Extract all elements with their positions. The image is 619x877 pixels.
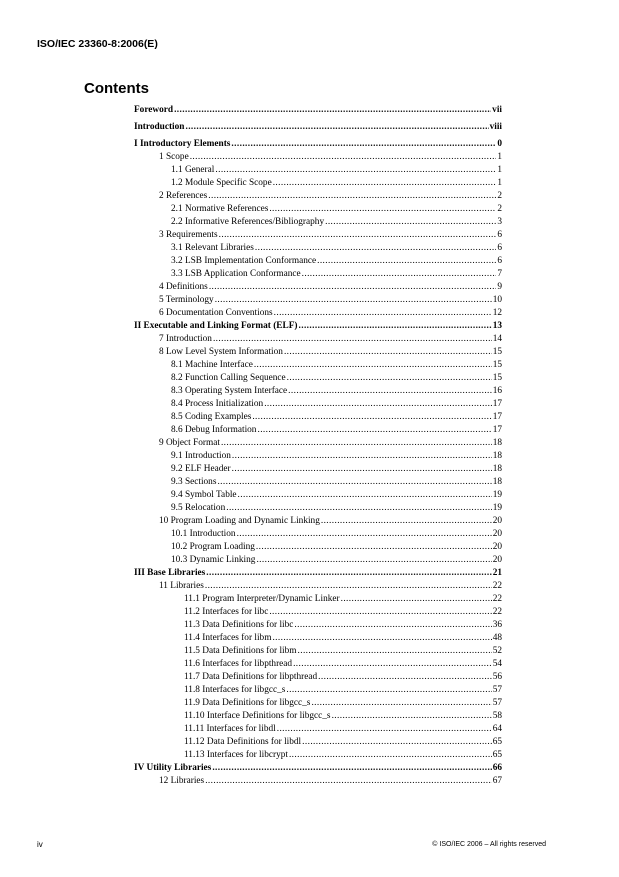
toc-entry-title: 8.5 Coding Examples	[171, 412, 252, 422]
toc-leader	[205, 775, 492, 788]
toc-entry[interactable]	[134, 333, 502, 346]
toc-entry-title: 10.2 Program Loading	[171, 542, 255, 552]
toc-leader	[255, 242, 496, 255]
toc-leader	[232, 463, 492, 476]
toc-entry-title: 11.6 Interfaces for libpthread	[184, 659, 293, 669]
toc-entry-title: 4 Definitions	[159, 282, 208, 292]
toc-entry-title: 8.3 Operating System Interface	[171, 386, 288, 396]
toc-entry-title: 8.6 Debug Information	[171, 425, 257, 435]
toc-leader	[264, 398, 492, 411]
toc-entry[interactable]	[134, 385, 502, 398]
toc-entry-title: 12 Libraries	[159, 776, 205, 786]
toc-leader	[288, 385, 492, 398]
toc-entry-page: 1	[497, 165, 502, 175]
toc-entry[interactable]	[134, 541, 502, 554]
toc-entry-page: 36	[492, 620, 502, 630]
toc-leader	[190, 151, 497, 164]
toc-entry-title: 11.10 Interface Definitions for libgcc_s	[184, 711, 331, 721]
toc-leader	[311, 697, 491, 710]
toc-entry-title: 10.1 Introduction	[171, 529, 236, 539]
toc-entry-title: 11.12 Data Definitions for libdl	[184, 737, 302, 747]
toc-entry[interactable]	[134, 268, 502, 281]
toc-entry-page: 22	[492, 594, 502, 604]
toc-leader	[238, 489, 492, 502]
toc-entry[interactable]	[134, 775, 502, 788]
toc-entry-title: 11.2 Interfaces for libc	[184, 607, 269, 617]
toc-entry-title: 9.4 Symbol Table	[171, 490, 237, 500]
toc-entry[interactable]	[134, 489, 502, 502]
toc-entry-title: Foreword	[134, 105, 174, 115]
toc-entry[interactable]	[134, 229, 502, 242]
toc-entry[interactable]	[134, 203, 502, 216]
toc-entry[interactable]	[134, 104, 502, 117]
toc-entry-page: 17	[492, 399, 502, 409]
toc-entry[interactable]	[134, 476, 502, 489]
toc-entry-title: 2.2 Informative References/Bibliography	[171, 217, 325, 227]
toc-entry-page: 20	[492, 555, 502, 565]
toc-leader	[289, 749, 492, 762]
toc-entry-title: 9.1 Introduction	[171, 451, 231, 461]
toc-entry[interactable]	[134, 138, 502, 151]
toc-entry[interactable]	[134, 593, 502, 606]
toc-leader	[217, 476, 491, 489]
toc-leader	[274, 307, 492, 320]
toc-entry-title: 3.1 Relevant Libraries	[171, 243, 254, 253]
toc-leader	[318, 671, 492, 684]
toc-entry-page: 0	[497, 139, 502, 149]
toc-leader	[269, 203, 496, 216]
toc-entry[interactable]	[134, 121, 502, 134]
toc-entry-page: 52	[492, 646, 502, 656]
toc-entry-page: 20	[492, 516, 502, 526]
toc-leader	[174, 104, 491, 117]
toc-entry-title: 1.1 General	[171, 165, 215, 175]
toc-entry[interactable]	[134, 398, 502, 411]
document-id: ISO/IEC 23360-8:2006(E)	[37, 38, 158, 50]
toc-entry[interactable]	[134, 151, 502, 164]
toc-entry-title: 2.1 Normative References	[171, 204, 269, 214]
toc-entry-title: IV Utility Libraries	[134, 763, 212, 773]
toc-entry[interactable]	[134, 762, 502, 775]
toc-entry-title: 9.5 Relocation	[171, 503, 226, 513]
toc-entry-title: 11.5 Data Definitions for libm	[184, 646, 297, 656]
toc-leader	[209, 281, 497, 294]
toc-entry-title: 11 Libraries	[159, 581, 204, 591]
toc-entry-page: 2	[497, 204, 502, 214]
toc-leader	[185, 121, 488, 134]
toc-entry-page: 18	[492, 477, 502, 487]
toc-entry-title: 11.7 Data Definitions for libpthread	[184, 672, 318, 682]
toc-entry-title: II Executable and Linking Format (ELF)	[134, 321, 298, 331]
toc-entry-title: I Introductory Elements	[134, 139, 231, 149]
toc-leader	[219, 229, 497, 242]
toc-entry-page: 56	[492, 672, 502, 682]
toc-entry[interactable]	[134, 177, 502, 190]
toc-leader	[284, 346, 492, 359]
toc-entry[interactable]	[134, 632, 502, 645]
toc-leader	[215, 164, 496, 177]
table-of-contents	[134, 104, 502, 788]
toc-leader	[221, 437, 492, 450]
toc-entry[interactable]	[134, 580, 502, 593]
toc-leader	[302, 736, 492, 749]
toc-entry-title: 11.3 Data Definitions for libc	[184, 620, 294, 630]
toc-entry[interactable]	[134, 554, 502, 567]
toc-entry-page: 6	[497, 243, 502, 253]
toc-entry-page: 6	[497, 230, 502, 240]
toc-entry[interactable]	[134, 320, 502, 333]
toc-entry-page: 54	[492, 659, 502, 669]
toc-entry-page: 17	[492, 425, 502, 435]
toc-leader	[273, 177, 497, 190]
toc-leader	[205, 580, 492, 593]
toc-entry-page: 20	[492, 529, 502, 539]
toc-entry-page: 12	[492, 308, 502, 318]
toc-entry-title: 1.2 Module Specific Scope	[171, 178, 272, 188]
toc-entry[interactable]	[134, 749, 502, 762]
toc-entry-title: 2 References	[159, 191, 208, 201]
toc-leader	[321, 515, 492, 528]
toc-entry-page: vii	[492, 105, 502, 115]
toc-leader	[294, 619, 491, 632]
toc-entry-title: 8.2 Function Calling Sequence	[171, 373, 286, 383]
toc-entry-page: 20	[492, 542, 502, 552]
toc-leader	[254, 359, 492, 372]
toc-leader	[256, 554, 491, 567]
toc-entry[interactable]	[134, 723, 502, 736]
toc-entry-page: 1	[497, 152, 502, 162]
toc-leader	[226, 502, 491, 515]
toc-entry[interactable]	[134, 619, 502, 632]
toc-entry-page: 16	[492, 386, 502, 396]
toc-entry-title: 3 Requirements	[159, 230, 218, 240]
toc-entry-page: 6	[497, 256, 502, 266]
toc-entry-page: 19	[492, 503, 502, 513]
toc-leader	[277, 723, 492, 736]
toc-entry-page: 3	[497, 217, 502, 227]
toc-entry-title: 3.3 LSB Application Conformance	[171, 269, 301, 279]
toc-entry-page: 57	[492, 685, 502, 695]
toc-leader	[272, 632, 491, 645]
copyright-notice: © ISO/IEC 2006 – All rights reserved	[432, 841, 546, 848]
toc-entry[interactable]	[134, 697, 502, 710]
toc-entry-page: 22	[492, 581, 502, 591]
toc-entry-page: 10	[492, 295, 502, 305]
toc-entry[interactable]	[134, 645, 502, 658]
toc-entry-page: 67	[492, 776, 502, 786]
toc-leader	[213, 333, 492, 346]
toc-leader	[269, 606, 491, 619]
toc-entry[interactable]	[134, 710, 502, 723]
toc-entry-title: 10.3 Dynamic Linking	[171, 555, 256, 565]
toc-entry[interactable]	[134, 450, 502, 463]
toc-entry-page: 65	[492, 750, 502, 760]
toc-entry-title: 7 Introduction	[159, 334, 212, 344]
toc-entry-page: 18	[492, 451, 502, 461]
toc-entry-title: 10 Program Loading and Dynamic Linking	[159, 516, 320, 526]
toc-leader	[237, 528, 492, 541]
toc-entry[interactable]	[134, 164, 502, 177]
toc-entry-page: 18	[492, 464, 502, 474]
toc-leader	[293, 658, 492, 671]
toc-entry[interactable]	[134, 372, 502, 385]
toc-entry-page: 22	[492, 607, 502, 617]
toc-entry[interactable]	[134, 216, 502, 229]
toc-entry-title: 8 Low Level System Information	[159, 347, 283, 357]
toc-entry-title: 11.13 Interfaces for libcrypt	[184, 750, 288, 760]
toc-entry[interactable]	[134, 671, 502, 684]
toc-entry-title: 9.3 Sections	[171, 477, 217, 487]
toc-leader	[215, 294, 492, 307]
page-title: Contents	[84, 80, 149, 97]
toc-entry-page: 21	[492, 568, 502, 578]
toc-entry-page: 18	[492, 438, 502, 448]
toc-leader	[302, 268, 497, 281]
toc-entry-title: 5 Terminology	[159, 295, 214, 305]
toc-entry-page: 13	[492, 321, 502, 331]
page-number: iv	[37, 840, 43, 849]
toc-entry[interactable]	[134, 502, 502, 515]
toc-entry-page: 58	[492, 711, 502, 721]
toc-entry[interactable]	[134, 528, 502, 541]
toc-entry-title: 3.2 LSB Implementation Conformance	[171, 256, 317, 266]
toc-entry-page: 65	[492, 737, 502, 747]
toc-entry[interactable]	[134, 294, 502, 307]
toc-entry-page: 48	[492, 633, 502, 643]
toc-leader	[208, 190, 496, 203]
toc-entry-title: 6 Documentation Conventions	[159, 308, 273, 318]
toc-leader	[325, 216, 496, 229]
toc-entry-title: 8.4 Process Initialization	[171, 399, 264, 409]
toc-entry-page: 15	[492, 347, 502, 357]
toc-entry-title: 11.1 Program Interpreter/Dynamic Linker	[184, 594, 340, 604]
toc-entry-title: 1 Scope	[159, 152, 189, 162]
toc-leader	[256, 541, 492, 554]
toc-entry-page: 15	[492, 360, 502, 370]
toc-leader	[317, 255, 496, 268]
toc-entry-title: 11.9 Data Definitions for libgcc_s	[184, 698, 311, 708]
toc-leader	[299, 320, 492, 333]
toc-leader	[298, 645, 492, 658]
toc-entry-page: viii	[489, 122, 502, 132]
toc-entry[interactable]	[134, 437, 502, 450]
toc-entry[interactable]	[134, 346, 502, 359]
toc-entry[interactable]	[134, 359, 502, 372]
toc-leader	[332, 710, 492, 723]
toc-entry-title: 9 Object Format	[159, 438, 220, 448]
toc-entry-page: 64	[492, 724, 502, 734]
toc-entry[interactable]	[134, 242, 502, 255]
toc-entry[interactable]	[134, 658, 502, 671]
toc-entry-page: 14	[492, 334, 502, 344]
toc-leader	[212, 762, 491, 775]
toc-entry[interactable]	[134, 567, 502, 580]
toc-leader	[232, 450, 492, 463]
toc-entry-title: 11.4 Interfaces for libm	[184, 633, 272, 643]
toc-entry-page: 1	[497, 178, 502, 188]
toc-leader	[287, 372, 492, 385]
toc-entry[interactable]	[134, 411, 502, 424]
toc-entry-page: 7	[497, 269, 502, 279]
toc-entry-title: 11.8 Interfaces for libgcc_s	[184, 685, 286, 695]
toc-entry-page: 19	[492, 490, 502, 500]
toc-leader	[206, 567, 491, 580]
toc-entry[interactable]	[134, 424, 502, 437]
toc-entry-title: Introduction	[134, 122, 185, 132]
toc-leader	[252, 411, 491, 424]
toc-entry-page: 15	[492, 373, 502, 383]
toc-leader	[286, 684, 491, 697]
toc-entry[interactable]	[134, 684, 502, 697]
toc-leader	[341, 593, 492, 606]
toc-entry-page: 9	[497, 282, 502, 292]
toc-entry-page: 17	[492, 412, 502, 422]
toc-entry-title: 8.1 Machine Interface	[171, 360, 253, 370]
toc-entry[interactable]	[134, 255, 502, 268]
toc-entry[interactable]	[134, 281, 502, 294]
toc-entry[interactable]	[134, 463, 502, 476]
toc-entry-title: 9.2 ELF Header	[171, 464, 231, 474]
toc-entry-title: 11.11 Interfaces for libdl	[184, 724, 276, 734]
toc-entry-page: 57	[492, 698, 502, 708]
toc-entry[interactable]	[134, 736, 502, 749]
toc-entry-page: 66	[492, 763, 502, 773]
toc-entry-title: III Base Libraries	[134, 568, 206, 578]
toc-entry[interactable]	[134, 515, 502, 528]
toc-entry[interactable]	[134, 307, 502, 320]
toc-leader	[231, 138, 496, 151]
toc-entry[interactable]	[134, 190, 502, 203]
toc-entry-page: 2	[497, 191, 502, 201]
toc-entry[interactable]	[134, 606, 502, 619]
toc-leader	[257, 424, 491, 437]
